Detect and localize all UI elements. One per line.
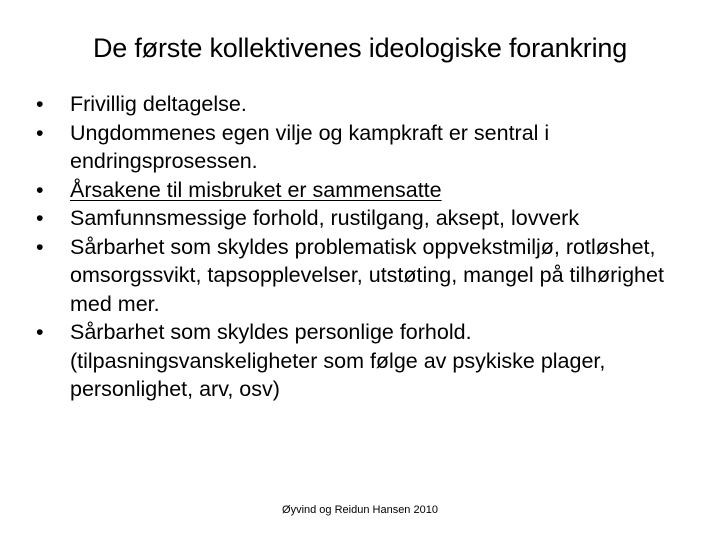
bullet-dot-icon: • <box>36 234 44 259</box>
bullet-dot-icon: • <box>36 120 44 145</box>
bullet-item-5 <box>36 233 686 319</box>
bullet-dot-icon: • <box>36 206 44 230</box>
bullet-dot-icon: • <box>36 320 44 344</box>
bullet-dot-icon: • <box>36 177 44 202</box>
bullet-text: Ungdommenes egen vilje og kampkraft er sentral i endringsprosessen. <box>70 120 550 173</box>
bullet-item-6 <box>36 318 686 404</box>
bullet-text-underlined: Årsakene til misbruket er sammensatte <box>70 177 442 202</box>
bullet-dot-icon: • <box>36 92 44 116</box>
bullet-list <box>36 90 686 404</box>
bullet-text: Sårbarhet som skyldes personlige forhold. (tilpasningsvanskeligheter som følge av psykiske plager, personlighet, arv, osv) <box>70 320 606 401</box>
bullet-text: Sårbarhet som skyldes problematisk oppvekstmiljø, rotløshet, omsorgssvikt, tapsopplevelser, utstøting, mangel på tilhørighet med mer. <box>70 234 664 316</box>
bullet-item-3 <box>36 176 686 205</box>
slide-footer: Øyvind og Reidun Hansen 2010 <box>282 504 438 516</box>
bullet-text: Frivillig deltagelse. <box>70 92 247 116</box>
slide-title: De første kollektivenes ideologiske forankring <box>92 33 628 63</box>
bullet-item-1 <box>36 90 686 119</box>
bullet-item-4 <box>36 204 686 233</box>
bullet-item-2 <box>36 119 686 176</box>
bullet-text: Samfunnsmessige forhold, rustilgang, aksept, lovverk <box>70 206 580 230</box>
